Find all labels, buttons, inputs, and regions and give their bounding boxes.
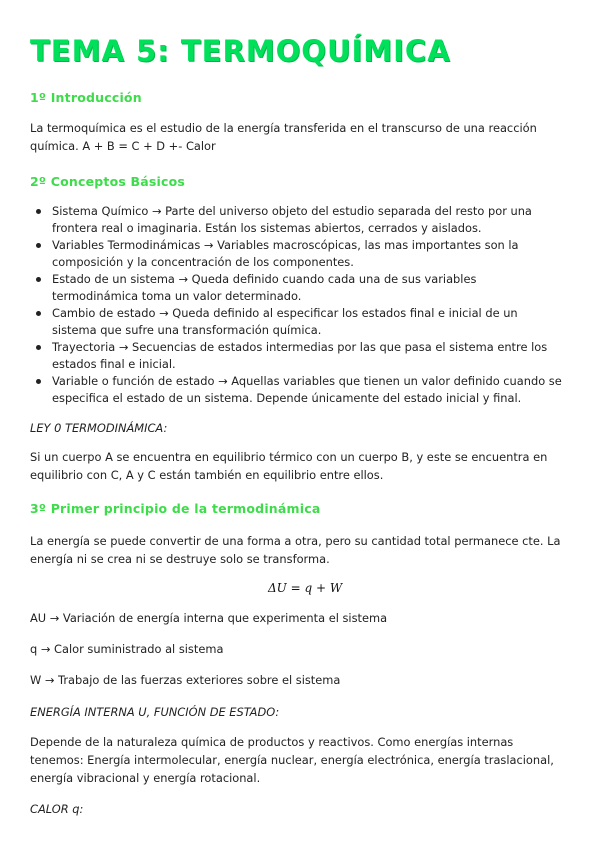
law-zero-text: Si un cuerpo A se encuentra en equilibrio térmico con un cuerpo B, y este se encuentra en equilibrio con C, A y C están también en equilibrio entre ellos. [30,450,548,482]
list-item: Estado de un sistema → Queda definido cuando cada una de sus variables termodinámica toma un valor determinado. [30,271,565,305]
bullet-icon [36,277,41,282]
list-item: Trayectoria → Secuencias de estados intermedias por las que pasa el sistema entre los estados final e inicial. [30,339,565,373]
list-item: Variable o función de estado → Aquellas variables que tienen un valor definido cuando se especifica el estado de un sistema. Depende únicamente del estado inicial y final. [30,373,565,407]
page-title: TEMA 5: TERMOQUÍMICA [30,34,451,68]
law-zero-label: LEY 0 TERMODINÁMICA: [30,421,168,435]
heat-label: CALOR q: [30,802,84,816]
section-3-intro: La energía se puede convertir de una forma a otra, pero su cantidad total permanece cte. La energía ni se crea ni se destruye solo se transforma. [30,534,561,566]
section-1-text: La termoquímica es el estudio de la energía transferida en el transcurso de una reacción química. A + B = C + D +- Calor [30,121,537,153]
bullet-icon [36,243,41,248]
bullet-icon [36,345,41,350]
bullet-icon [36,209,41,214]
definition-w: W → Trabajo de las fuerzas exteriores sobre el sistema [30,673,341,687]
definition-u: AU → Variación de energía interna que experimenta el sistema [30,611,388,625]
bullet-icon [36,311,41,316]
list-item: Cambio de estado → Queda definido al especificar los estados final e inicial de un sistema que sufre una transformación química. [30,305,565,339]
internal-energy-label: ENERGÍA INTERNA U, FUNCIÓN DE ESTADO: [30,705,280,719]
section-2-heading: 2º Conceptos Básicos [30,174,186,189]
definition-q: q → Calor suministrado al sistema [30,642,224,656]
section-3-heading: 3º Primer principio de la termodinámica [30,501,321,516]
section-1-heading: 1º Introducción [30,90,142,105]
first-law-formula: ΔU = q + W [268,581,343,595]
list-item: Sistema Químico → Parte del universo objeto del estudio separada del resto por una frontera real o imaginaria. Están los sistemas abiertos, cerrados y aislados. [30,203,565,237]
bullet-icon [36,379,41,384]
list-item: Variables Termodinámicas → Variables macroscópicas, las mas importantes son la composición y la concentración de los componentes. [30,237,565,271]
internal-energy-text: Depende de la naturaleza química de productos y reactivos. Como energías internas tenemos: Energía intermolecular, energía nuclear, energía electrónica, energía traslacional, energía vibracional y energía rotacional. [30,735,554,785]
concepts-list [30,203,565,407]
